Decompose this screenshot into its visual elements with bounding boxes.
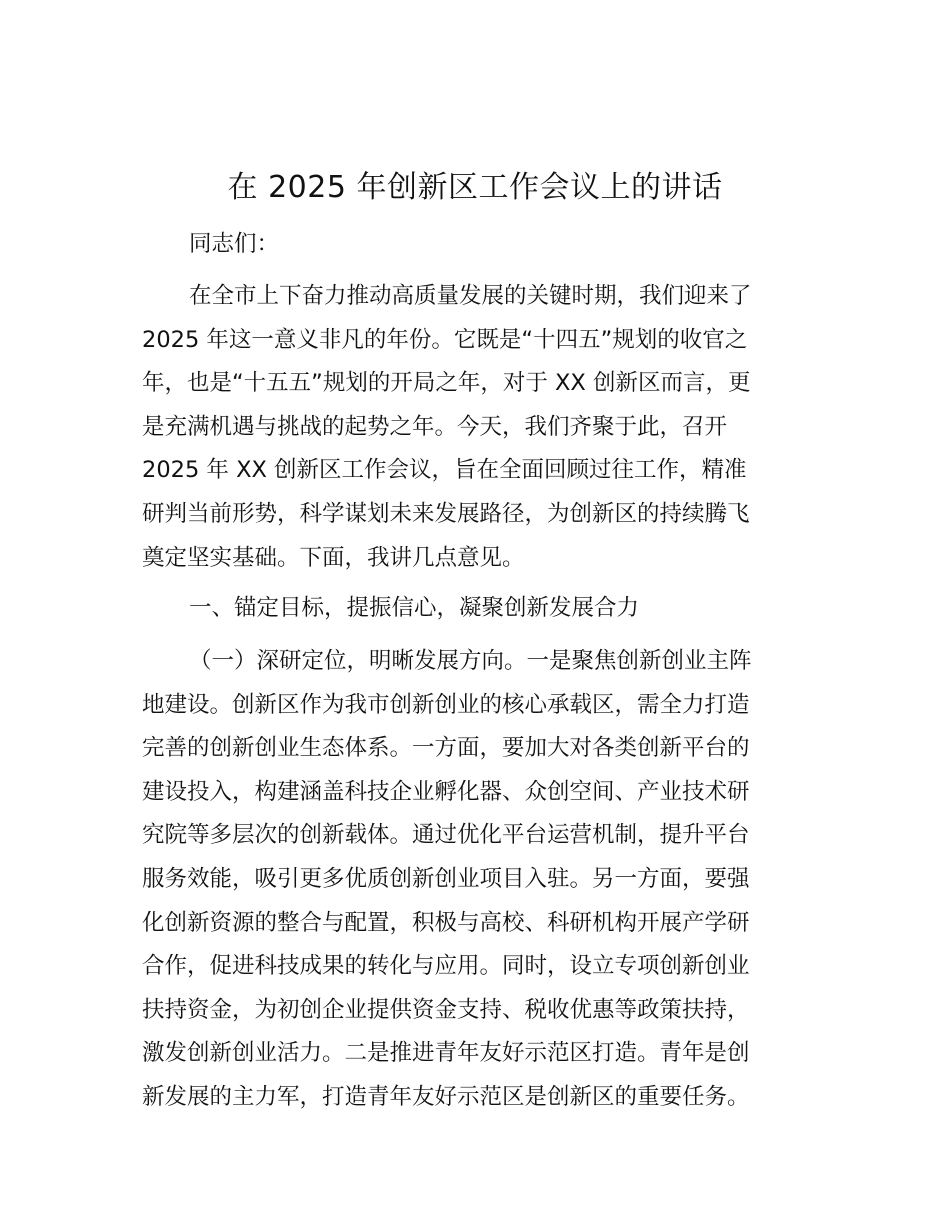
paragraph-line: 年，也是“十五五”规划的开局之年，对于 XX 创新区而言，更: [142, 370, 751, 397]
paragraph-line: 合作，促进科技成果的转化与应用。同时，设立专项创新创业: [142, 953, 750, 980]
paragraph-line: 在全市上下奋力推动高质量发展的关键时期，我们迎来了: [189, 283, 752, 309]
paragraph-line: 建设投入，构建涵盖科技企业孵化器、众创空间、产业技术研: [142, 778, 750, 805]
paragraph-line: 新发展的主力军，打造青年友好示范区是创新区的重要任务。: [142, 1083, 750, 1110]
paragraph-line: 服务效能，吸引更多优质创新创业项目入驻。另一方面，要强: [142, 865, 750, 892]
salutation-text: 同志们：: [189, 231, 280, 257]
paragraph-line: 激发创新创业活力。二是推进青年友好示范区打造。青年是创: [142, 1040, 750, 1067]
paragraph-intro: [142, 275, 822, 580]
paragraph-line: 2025 年 XX 创新区工作会议，旨在全面回顾过往工作，精准: [142, 457, 747, 484]
document-title: 在 2025 年创新区工作会议上的讲话: [227, 170, 723, 205]
section-heading-text: 一、锚定目标，提振信心，凝聚创新发展合力: [189, 595, 640, 621]
paragraph-line: 奠定坚实基础。下面，我讲几点意见。: [142, 544, 525, 571]
salutation: [142, 223, 822, 267]
section-heading: [142, 587, 822, 631]
paragraph-line: 地建设。创新区作为我市创新创业的核心承载区，需全力打造: [142, 691, 750, 718]
paragraph-line: 是充满机遇与挑战的起势之年。今天，我们齐聚于此，召开: [142, 413, 728, 440]
paragraph-line: （一）深研定位，明晰发展方向。一是聚焦创新创业主阵: [189, 648, 752, 674]
paragraph-line: 化创新资源的整合与配置，积极与高校、科研机构开展产学研: [142, 909, 750, 936]
paragraph-line: 研判当前形势，科学谋划未来发展路径，为创新区的持续腾飞: [142, 500, 750, 527]
paragraph-line: 究院等多层次的创新载体。通过优化平台运营机制，提升平台: [142, 822, 750, 849]
paragraph-line: 2025 年这一意义非凡的年份。它既是“十四五”规划的收官之: [142, 326, 748, 353]
paragraph-line: 扶持资金，为初创企业提供资金支持、税收优惠等政策扶持，: [142, 996, 750, 1023]
paragraph-section-one: [142, 640, 822, 1120]
paragraph-line: 完善的创新创业生态体系。一方面，要加大对各类创新平台的: [142, 735, 750, 762]
